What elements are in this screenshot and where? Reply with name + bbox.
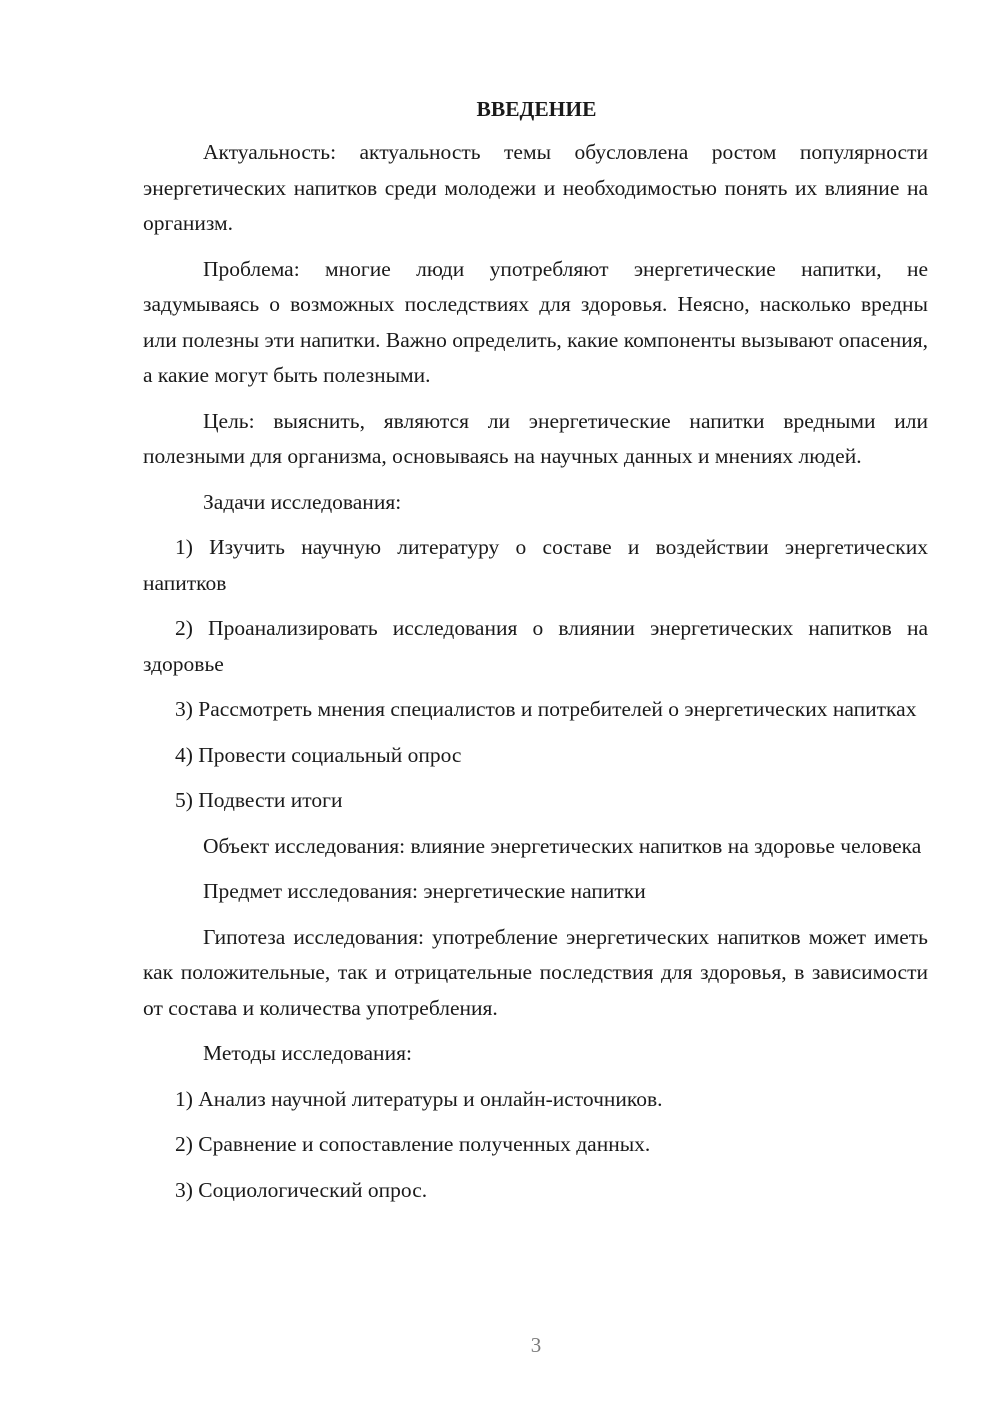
tasks-heading: Задачи исследования: bbox=[203, 489, 402, 514]
method-item-3: 3) Социологический опрос. bbox=[175, 1177, 428, 1202]
task-item-2: 2) Проанализировать исследования о влиянии энергетических напитков на здоровье bbox=[143, 616, 928, 676]
section-title: ВВЕДЕНИЕ bbox=[476, 97, 597, 121]
object-paragraph: Объект исследования: влияние энергетических напитков на здоровье человека bbox=[203, 833, 922, 858]
goal-paragraph: Цель: выяснить, являются ли энергетические напитки вредными или полезными для организма, основываясь на научных данных и мнениях людей. bbox=[143, 408, 928, 468]
method-item-1: 1) Анализ научной литературы и онлайн-источников. bbox=[175, 1086, 663, 1111]
method-item-2: 2) Сравнение и сопоставление полученных данных. bbox=[175, 1132, 651, 1156]
task-item-3: 3) Рассмотреть мнения специалистов и потребителей о энергетических напитках bbox=[175, 697, 917, 721]
relevance-paragraph: Актуальность: актуальность темы обусловлена ростом популярности энергетических напитков среди молодежи и необходимостью понять их влияние на организм. bbox=[143, 140, 928, 235]
task-item-4: 4) Провести социальный опрос bbox=[175, 742, 462, 767]
subject-paragraph: Предмет исследования: энергетические напитки bbox=[203, 879, 646, 903]
task-item-5: 5) Подвести итоги bbox=[175, 788, 343, 812]
page-number: 3 bbox=[530, 1333, 542, 1357]
task-item-1: 1) Изучить научную литературу о составе и воздействии энергетических напитков bbox=[143, 535, 928, 595]
problem-paragraph: Проблема: многие люди употребляют энергетические напитки, не задумываясь о возможных последствиях для здоровья. Неясно, насколько вредны или полезны эти напитки. Важно определить, какие компоненты вызывают опасения, а какие могут быть полезными. bbox=[143, 256, 928, 387]
hypothesis-paragraph: Гипотеза исследования: употребление энергетических напитков может иметь как положительные, так и отрицательные последствия для здоровья, в зависимости от состава и количества употребления. bbox=[143, 924, 928, 1020]
methods-heading: Методы исследования: bbox=[203, 1041, 412, 1065]
document-page bbox=[143, 92, 928, 1218]
